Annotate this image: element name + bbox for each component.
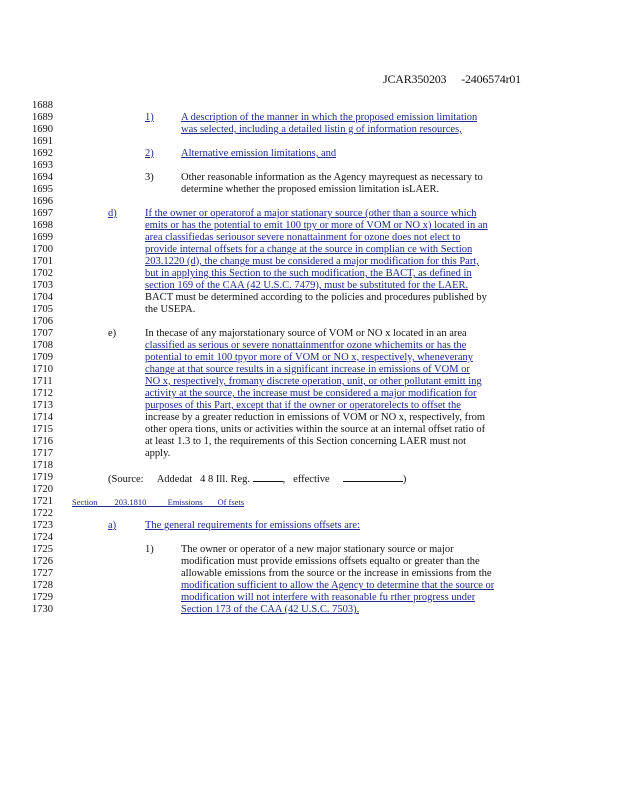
document-line — [0, 364, 618, 376]
line-number: 1709 — [32, 352, 53, 363]
line-number: 1689 — [32, 112, 53, 123]
line-number: 1692 — [32, 148, 53, 159]
line-number: 1701 — [32, 256, 53, 267]
line-text: change at that source results in a significant increase in emissions of VOM or — [145, 364, 470, 375]
line-number: 1707 — [32, 328, 53, 339]
list-label: 1) — [145, 112, 154, 123]
document-line — [0, 184, 618, 196]
line-number: 1710 — [32, 364, 53, 375]
line-number: 1704 — [32, 292, 53, 303]
line-number: 1706 — [32, 316, 53, 327]
line-text: provide internal offsets for a change at the source in complian ce with Section — [145, 244, 473, 255]
document-line — [0, 232, 618, 244]
line-text: was selected, including a detailed listin g of information resources, — [181, 124, 462, 135]
source-open: (Source: — [108, 474, 144, 485]
line-number: 1697 — [32, 208, 53, 219]
line-number: 1702 — [32, 268, 53, 279]
document-line — [0, 604, 618, 616]
line-number: 1724 — [32, 532, 53, 543]
line-text: at least 1.3 to 1, the requirements of this Section concerning LAER must not — [145, 436, 467, 447]
line-number: 1698 — [32, 220, 53, 231]
document-line — [0, 460, 618, 472]
line-number: 1729 — [32, 592, 53, 603]
section-word: Section — [72, 497, 98, 507]
line-text: BACT must be determined according to the policies and procedures published by — [145, 292, 487, 303]
line-number: 1725 — [32, 544, 53, 555]
document-line — [0, 508, 618, 520]
document-line — [0, 196, 618, 208]
line-number: 1727 — [32, 568, 53, 579]
line-text: apply. — [145, 448, 171, 459]
document-line — [0, 208, 618, 220]
document-line — [0, 124, 618, 136]
line-text: purposes of this Part, except that if the owner or operatorelects to offset the — [145, 400, 461, 411]
document-line — [0, 556, 618, 568]
section-title-2: Of fsets — [217, 497, 245, 507]
line-text: Alternative emission limitations, and — [181, 148, 337, 159]
line-text: potential to emit 100 tpyor more of VOM or NO x, respectively, wheneverany — [145, 352, 474, 363]
line-number: 1715 — [32, 424, 53, 435]
document-line — [0, 484, 618, 496]
document-line — [0, 328, 618, 340]
document-line — [0, 532, 618, 544]
source-reg: Reg. — [230, 474, 251, 485]
line-text: determine whether the proposed emission limitation isLAER. — [181, 184, 440, 195]
line-text: allowable emissions from the source or the increase in emissions from the — [181, 568, 492, 579]
line-number: 1712 — [32, 388, 53, 399]
blank-date-field — [343, 472, 403, 482]
document-line — [0, 580, 618, 592]
document-line — [0, 268, 618, 280]
document-line — [0, 496, 618, 508]
line-number: 1711 — [32, 376, 53, 387]
document-line — [0, 448, 618, 460]
document-line — [0, 520, 618, 532]
line-text: emits or has the potential to emit 100 tpy or more of VOM or NO x) located in an — [145, 220, 488, 231]
document-line — [0, 412, 618, 424]
document-line — [0, 304, 618, 316]
line-number: 1723 — [32, 520, 53, 531]
line-number: 1693 — [32, 160, 53, 171]
line-text: 203.1220 (d), the change must be considered a major modification for this Part, — [145, 256, 479, 267]
line-text: The owner or operator of a new major stationary source or major — [181, 544, 454, 555]
line-number: 1721 — [32, 496, 53, 507]
document-number: -2406574r01 — [461, 72, 521, 86]
document-line — [0, 256, 618, 268]
list-label: 2) — [145, 148, 154, 159]
line-text: classified as serious or severe nonattainmentfor ozone whichemits or has the — [145, 340, 467, 351]
line-text: NO x, respectively, fromany discrete operation, unit, or other pollutant emitt ing — [145, 376, 482, 387]
line-number: 1695 — [32, 184, 53, 195]
line-text: Other reasonable information as the Agency mayrequest as necessary to — [181, 172, 483, 183]
line-text: A description of the manner in which the proposed emission limitation — [181, 112, 478, 123]
line-number: 1716 — [32, 436, 53, 447]
line-number: 1694 — [32, 172, 53, 183]
line-text: increase by a greater reduction in emissions of VOM or NO x, respectively, from — [145, 412, 485, 423]
line-number: 1717 — [32, 448, 53, 459]
line-number: 1691 — [32, 136, 53, 147]
document-line — [0, 544, 618, 556]
document-line — [0, 568, 618, 580]
line-number: 1730 — [32, 604, 53, 615]
document-code: JCAR350203 — [383, 72, 447, 86]
line-number: 1700 — [32, 244, 53, 255]
section-number: 203.1810 — [114, 497, 147, 507]
line-number: 1699 — [32, 232, 53, 243]
line-text: The general requirements for emissions offsets are: — [145, 520, 360, 531]
line-number: 1696 — [32, 196, 53, 207]
document-line — [0, 376, 618, 388]
document-line — [0, 400, 618, 412]
line-number: 1714 — [32, 412, 53, 423]
section-heading — [72, 496, 244, 508]
line-number: 1708 — [32, 340, 53, 351]
line-number: 1720 — [32, 484, 53, 495]
document-line — [0, 100, 618, 112]
line-text: other opera tions, units or activities within the source at an internal offset ratio of — [145, 424, 486, 435]
line-text: If the owner or operatorof a major stationary source (other than a source which — [145, 208, 477, 219]
line-number: 1690 — [32, 124, 53, 135]
document-line — [0, 280, 618, 292]
document-line — [0, 424, 618, 436]
line-text: the USEPA. — [145, 304, 196, 315]
list-label: 3) — [145, 172, 154, 183]
list-label: 1) — [145, 544, 154, 555]
line-text: modification will not interfere with reasonable fu rther progress under — [181, 592, 476, 603]
section-title-1: Emissions — [167, 497, 203, 507]
document-line — [0, 340, 618, 352]
line-text: modification sufficient to allow the Agency to determine that the source or — [181, 580, 495, 591]
list-label: a) — [108, 520, 117, 531]
document-body — [0, 100, 618, 616]
line-number: 1718 — [32, 460, 53, 471]
blank-page-field — [253, 472, 283, 482]
document-line — [0, 352, 618, 364]
line-text: but in applying this Section to the such modification, the BACT, as defined in — [145, 268, 472, 279]
document-line — [0, 244, 618, 256]
line-number: 1713 — [32, 400, 53, 411]
document-line — [0, 292, 618, 304]
line-number: 1703 — [32, 280, 53, 291]
source-added: Addedat — [156, 474, 193, 485]
line-number: 1722 — [32, 508, 53, 519]
document-line — [0, 388, 618, 400]
document-line — [0, 172, 618, 184]
document-line — [0, 472, 618, 484]
line-text: modification must provide emissions offsets equalto or greater than the — [181, 556, 480, 567]
line-number: 1726 — [32, 556, 53, 567]
document-line — [0, 148, 618, 160]
line-text: Section 173 of the CAA (42 U.S.C. 7503). — [181, 604, 360, 615]
document-line — [0, 112, 618, 124]
line-text: In thecase of any majorstationary source of VOM or NO x located in an area — [145, 328, 467, 339]
document-line — [0, 592, 618, 604]
source-note: (Source: Addedat 4 8 Ill. Reg. , effective ) — [108, 474, 407, 485]
document-line — [0, 160, 618, 172]
line-text: activity at the source, the increase must be considered a major modification for — [145, 388, 477, 399]
line-number: 1719 — [32, 472, 53, 483]
list-label: d) — [108, 208, 117, 219]
list-label: e) — [108, 328, 117, 339]
line-number: 1728 — [32, 580, 53, 591]
source-volume: 4 8 Ill. — [200, 474, 228, 485]
line-text: section 169 of the CAA (42 U.S.C. 7479), must be substituted for the LAER. — [145, 280, 469, 291]
line-text: area classifiedas seriousor severe nonattainment for ozone does not elect to — [145, 232, 461, 243]
document-line — [0, 136, 618, 148]
line-number: 1688 — [32, 100, 53, 111]
line-number: 1705 — [32, 304, 53, 315]
document-header — [383, 72, 533, 87]
document-line — [0, 316, 618, 328]
source-effective: effective — [293, 474, 330, 485]
document-line — [0, 436, 618, 448]
document-line — [0, 220, 618, 232]
source-close: ) — [402, 474, 407, 485]
